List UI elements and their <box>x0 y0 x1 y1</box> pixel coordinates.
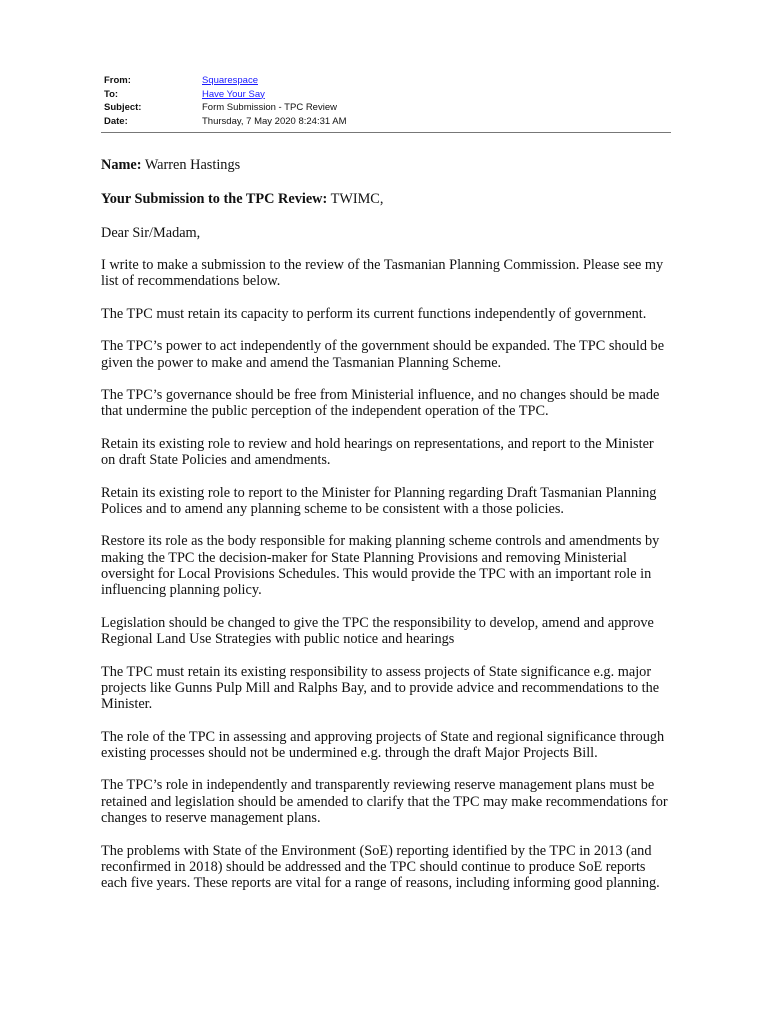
paragraph: Retain its existing role to review and hold hearings on representations, and report to the Minister on draft State Policies and amendments. <box>101 435 654 469</box>
name-field <box>101 157 671 173</box>
paragraph: I write to make a submission to the review of the Tasmanian Planning Commission. Please see my list of recommendations below. <box>101 257 664 290</box>
paragraph: The TPC’s role in independently and transparently reviewing reserve management plans must be retained and legislation should be amended to clarify that the TPC may make recommendations for changes to reserve management plans. <box>101 777 668 827</box>
paragraph: The problems with State of the Environment (SoE) reporting identified by the TPC in 2013 (and reconfirmed in 2018) should be addressed and the TPC should continue to produce SoE reports each five years. These reports are vital for a range of reasons, including informing good planning. <box>101 842 660 892</box>
paragraph: The TPC must retain its existing responsibility to assess projects of State significance e.g. major projects like Gunns Pulp Mill and Ralphs Bay, and to provide advice and recommendations to the Minister. <box>101 663 660 713</box>
email-header <box>104 74 672 128</box>
to-row <box>104 88 672 102</box>
salutation: Dear Sir/Madam, <box>101 224 201 241</box>
paragraph: Legislation should be changed to give the TPC the responsibility to develop, amend and approve Regional Land Use Strategies with public notice and hearings <box>101 614 654 648</box>
date-label: Date: <box>104 115 128 127</box>
to-label: To: <box>104 88 119 100</box>
from-row <box>104 74 672 88</box>
to-link[interactable]: Have Your Say <box>202 88 265 100</box>
name-value: Warren Hastings <box>144 157 241 173</box>
date-row <box>104 115 672 129</box>
date-value: Thursday, 7 May 2020 8:24:31 AM <box>202 115 347 127</box>
from-link[interactable]: Squarespace <box>202 75 258 86</box>
name-label: Name: <box>101 157 142 173</box>
header-divider <box>101 132 671 133</box>
submission-field <box>101 191 671 207</box>
paragraph: The role of the TPC in assessing and approving projects of State and regional significance through existing processes should not be undermined e.g. through the draft Major Projects Bill. <box>101 728 665 761</box>
paragraph: The TPC must retain its capacity to perform its current functions independently of government. <box>101 305 647 322</box>
from-label: From: <box>104 75 131 86</box>
subject-row <box>104 101 672 115</box>
subject-value: Form Submission - TPC Review <box>202 102 337 113</box>
paragraph: The TPC’s governance should be free from Ministerial influence, and no changes should be made that undermine the public perception of the independent operation of the TPC. <box>101 387 660 420</box>
submission-value: TWIMC, <box>330 190 384 207</box>
paragraph: Restore its role as the body responsible for making planning scheme controls and amendments by making the TPC the decision-maker for State Planning Provisions and removing Ministerial oversight for Local Provisions Schedules. This would provide the TPC with an important role in influencing planning policy. <box>101 533 660 599</box>
subject-label: Subject: <box>104 102 142 113</box>
paragraph: The TPC’s power to act independently of the government should be expanded. The TPC should be given the power to make and amend the Tasmanian Planning Scheme. <box>101 338 665 371</box>
submission-label: Your Submission to the TPC Review: <box>101 190 328 207</box>
email-body <box>101 157 671 908</box>
paragraph: Retain its existing role to report to the Minister for Planning regarding Draft Tasmanian Planning Polices and to amend any planning scheme to be consistent with a those policies. <box>101 484 657 517</box>
